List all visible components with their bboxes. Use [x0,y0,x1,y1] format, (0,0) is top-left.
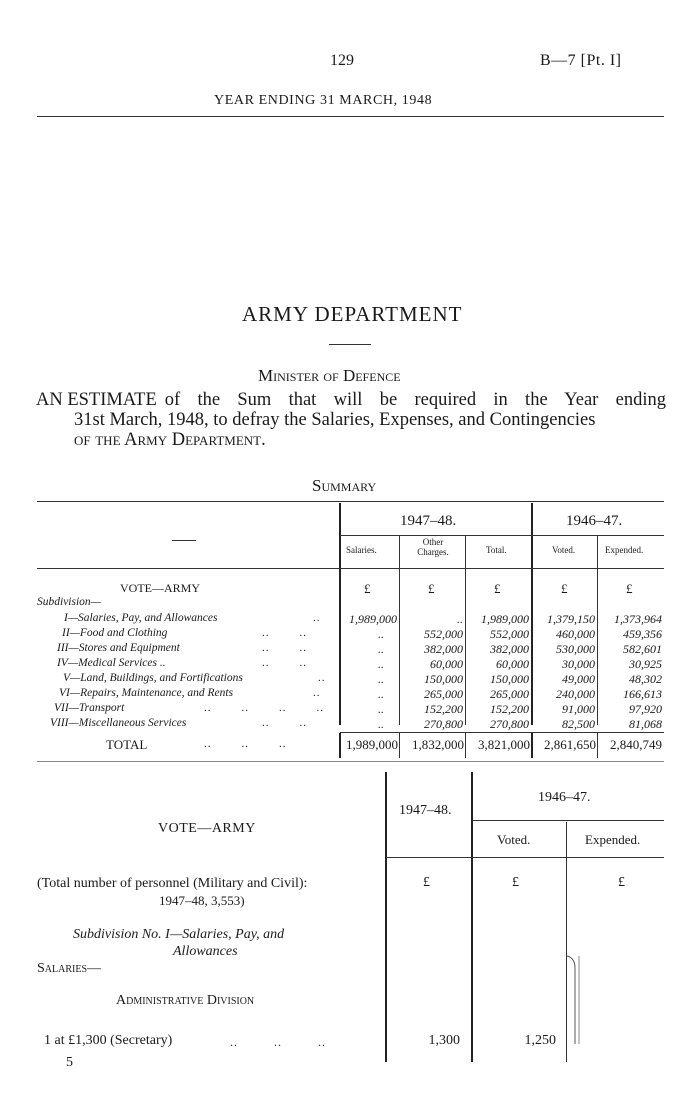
item-label: 1 at £1,300 (Secretary) [44,1033,173,1048]
page-number: 129 [330,52,354,69]
row-other: 270,800 [424,717,463,731]
row-salaries: .. [378,642,384,656]
row-salaries: .. [378,717,384,731]
row-total: 552,000 [490,627,529,641]
brace-mark [563,954,583,1046]
row-name: I—Salaries, Pay, and Allowances [64,612,218,624]
currency-voted: £ [561,581,568,596]
vote-currency-expended: £ [618,875,625,890]
row-name: IV—Medical Services .. [57,657,166,669]
row-salaries: .. [378,657,384,671]
row-other: 60,000 [430,657,463,671]
estimate-line3: of the Army Department. [74,430,266,450]
currency-other: £ [428,581,435,596]
col-other-charges [400,537,466,557]
vote-col-voted: Voted. [497,832,531,847]
estimate-line1: of the Sum that will be required in the Year ending [164,390,666,410]
row-name: VI—Repairs, Maintenance, and Rents [59,687,234,699]
vote-col-expended: Expended. [585,832,641,847]
estimate-text [36,390,666,450]
currency-salaries: £ [364,581,371,596]
total-voted: 2,861,650 [544,737,596,752]
total-label: TOTAL [106,737,148,752]
summary-head-rule [37,568,664,569]
vote-head-rule [386,857,664,858]
row-voted: 91,000 [562,702,595,716]
col-voted: Voted. [552,545,576,555]
summary-head-dash [172,540,196,541]
col-other-1: Other [422,537,444,547]
row-expended: 1,373,964 [614,612,662,626]
row-leader: .. .. [262,627,307,639]
row-leader: .. .. [262,642,307,654]
header-rule [37,116,664,117]
row-voted: 460,000 [556,627,595,641]
row-total: 270,800 [490,717,529,731]
row-expended: 81,068 [629,717,662,731]
total-expended: 2,840,749 [610,737,662,752]
row-other: 382,000 [424,642,463,656]
vote-vline-mid [471,772,473,1062]
row-voted: 30,000 [562,657,595,671]
row-expended: 48,302 [629,672,662,686]
vote-year-prior: 1946–47. [538,790,591,805]
total-leader: .. .. .. [204,738,287,750]
title-divider [329,344,371,345]
subdivision-line1: Subdivision No. I—Salaries, Pay, and [73,927,285,942]
summary-top-rule [37,501,664,502]
page-reference: B—7 [Pt. I] [540,52,622,69]
summary-year-rule [340,535,664,536]
row-total: 60,000 [496,657,529,671]
division-label: Administrative Division [116,993,255,1008]
row-total: 152,200 [490,702,529,716]
row-name: VIII—Miscellaneous Services [50,717,187,729]
personnel-line1: (Total number of personnel (Military and Civil): [37,876,308,891]
department-title: ARMY DEPARTMENT [242,302,463,326]
summary-bottom-rule [37,761,664,762]
row-voted: 530,000 [556,642,595,656]
row-salaries: .. [378,627,384,641]
row-expended: 582,601 [623,642,662,656]
row-expended: 166,613 [623,687,662,701]
row-total: 265,000 [490,687,529,701]
row-voted: 240,000 [556,687,595,701]
row-expended: 97,920 [629,702,662,716]
currency-expended: £ [626,581,633,596]
row-name: VII—Transport [54,702,125,714]
salaries-label: Salaries— [37,961,102,976]
subdivision-label: Subdivision— [37,596,101,608]
summary-total-top-rule [340,732,664,733]
row-salaries: 1,989,000 [349,612,397,626]
row-voted: 82,500 [562,717,595,731]
item-voted: 1,250 [524,1033,556,1048]
minister-heading: Minister of Defence [258,366,401,385]
vote-title: VOTE—ARMY [158,821,256,836]
col-total: Total. [486,545,507,555]
col-salaries: Salaries. [346,545,377,555]
row-other: .. [457,612,463,626]
summary-vote-label: VOTE—ARMY [120,581,200,595]
row-voted: 1,379,150 [547,612,595,626]
row-name: V—Land, Buildings, and Fortifications [63,672,243,684]
row-salaries: .. [378,687,384,701]
total-salaries: 1,989,000 [346,737,398,752]
row-leader: .. [313,687,321,699]
col-other-2: Charges. [417,547,449,557]
vote-currency-voted: £ [512,875,519,890]
currency-total: £ [494,581,501,596]
summary-year-current: 1947–48. [400,513,457,529]
estimate-lead: AN ESTIMATE [36,390,157,410]
row-leader: .. .. [262,657,307,669]
row-other: 552,000 [424,627,463,641]
vote-vline-left [385,772,387,1062]
row-total: 150,000 [490,672,529,686]
row-total: 1,989,000 [481,612,529,626]
personnel-line2: 1947–48, 3,553) [159,893,245,908]
total-other: 1,832,000 [412,737,464,752]
item-leader: .. .. .. [230,1035,326,1049]
vote-year-current: 1947–48. [399,803,452,818]
vote-year-rule [472,820,664,821]
row-other: 152,200 [424,702,463,716]
row-salaries: .. [378,672,384,686]
row-other: 150,000 [424,672,463,686]
total-total: 3,821,000 [478,737,530,752]
row-leader: .. [313,612,321,624]
row-leader: .. .. [262,717,307,729]
estimate-line2: 31st March, 1948, to defray the Salaries, Expenses, and Contingencies [74,410,596,430]
row-expended: 459,356 [623,627,662,641]
subdivision-line2: Allowances [173,944,238,959]
row-expended: 30,925 [629,657,662,671]
row-leader: .. [318,672,326,684]
vote-currency-current: £ [423,875,430,890]
row-name: III—Stores and Equipment [57,642,180,654]
row-salaries: .. [378,702,384,716]
summary-year-prior: 1946–47. [566,513,623,529]
row-total: 382,000 [490,642,529,656]
col-expended: Expended. [605,545,644,555]
row-voted: 49,000 [562,672,595,686]
year-heading: YEAR ENDING 31 MARCH, 1948 [214,93,433,108]
footnote-mark: 5 [66,1055,73,1070]
summary-title: Summary [312,476,377,495]
row-leader: .. .. .. .. [204,702,324,714]
row-name: II—Food and Clothing [62,627,168,639]
item-current: 1,300 [428,1033,460,1048]
row-other: 265,000 [424,687,463,701]
